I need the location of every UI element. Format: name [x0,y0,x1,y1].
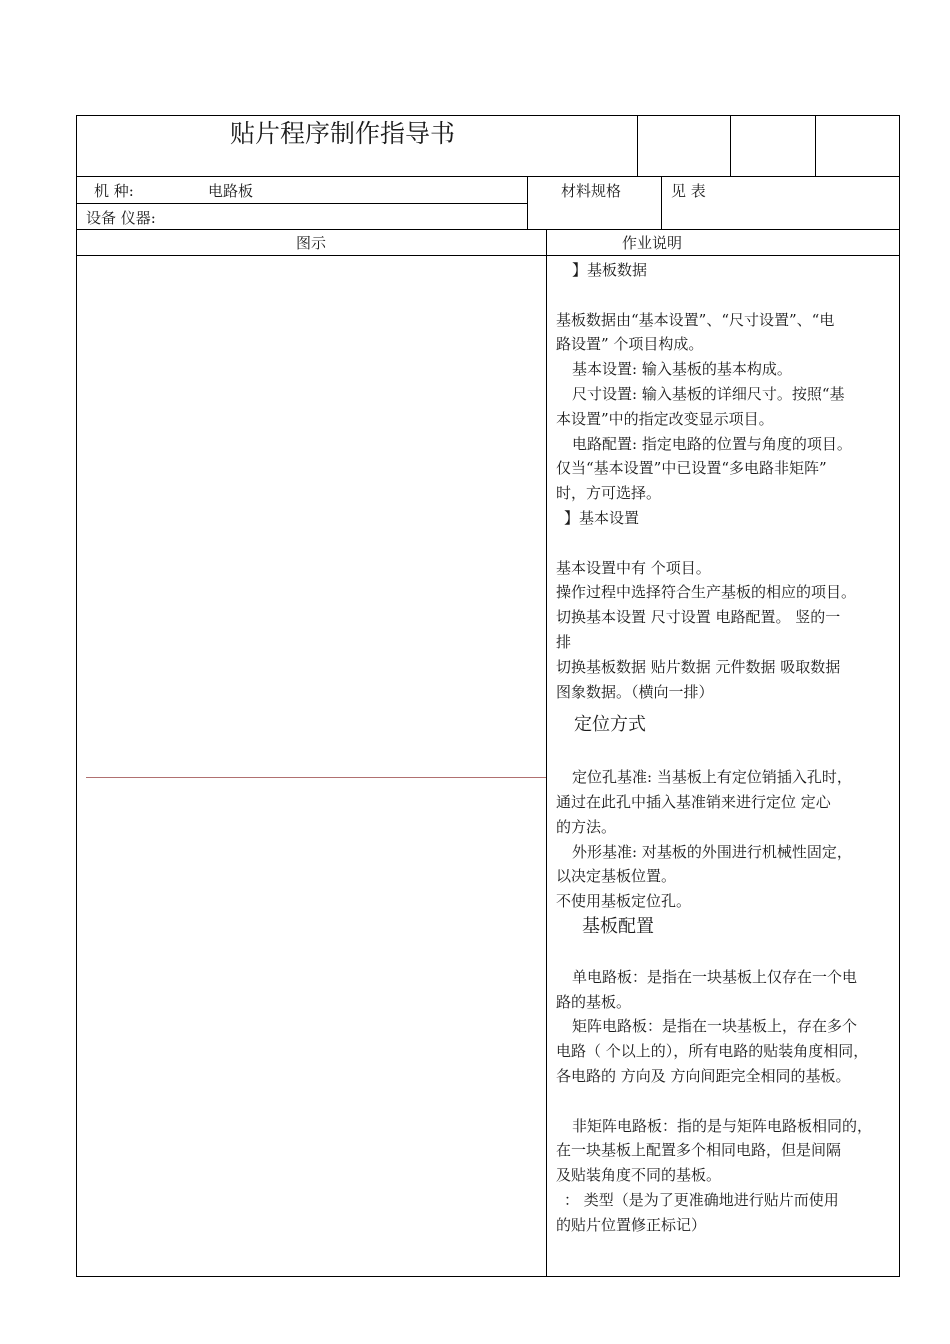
instruction-line: 外形基准: 对基板的外围进行机械性固定， [572,842,852,861]
instruction-spacer [556,940,896,965]
rule-title-v1 [637,115,638,176]
instruction-spacer [556,740,896,765]
instruction-line: 的方法。 [556,817,617,836]
instruction-heading: 基板配置 [582,915,654,937]
instruction-line: 路的基板。 [556,992,632,1011]
model-label: 机 种: [94,182,134,200]
instruction-spacer [556,1089,896,1114]
instruction-line: 非矩阵电路板：指的是与矩阵电路板相同的， [572,1116,873,1135]
instruction-line: 电路（ 个以上的），所有电路的贴装角度相同， [556,1042,869,1061]
instruction-line: 及贴装角度不同的基板。 [556,1166,722,1185]
equipment-label: 设备 仪器: [86,209,156,227]
instruction-line: 图象数据。（横向一排） [556,682,714,701]
instruction-line: 基板数据由“基本设置”、“尺寸设置”、“电 [556,310,835,329]
page-title: 贴片程序制作指导书 [230,119,456,148]
instruction-line: 矩阵电路板：是指在一块基板上，存在多个 [572,1017,858,1036]
instruction-line: 仅当“基本设置”中已设置“多电路非矩阵” [556,459,827,478]
material-value: 见 表 [671,182,706,200]
instruction-line: 定位孔基准: 当基板上有定位销插入孔时， [572,768,852,787]
instruction-line: 基本设置中有 个项目。 [556,558,711,577]
rule-model-bottom [76,203,528,204]
rule-header-bottom [76,229,900,230]
instructions-body [556,258,896,1237]
instruction-line: 本设置”中的指定改变显示项目。 [556,409,774,428]
instruction-line: 以决定基板位置。 [556,867,677,886]
instruction-line: 切换基本设置 尺寸设置 电路配置。 竖的一 [556,608,841,627]
instruction-line: 各电路的 方向及 方向间距完全相同的基板。 [556,1066,851,1085]
rule-title-v3 [815,115,816,176]
instructions-column-header: 作业说明 [622,234,683,252]
instruction-line: 在一块基板上配置多个相同电路，但是间隔 [556,1141,842,1160]
instruction-line: 路设置” 个项目构成。 [556,335,704,354]
material-label: 材料规格 [561,182,622,200]
rule-title-bottom [76,176,900,177]
instruction-line: 排 [556,632,572,651]
model-value: 电路板 [208,182,254,200]
instruction-line: 】基本设置 [564,508,640,527]
rule-columns-bottom [76,255,900,256]
instruction-line: 不使用基板定位孔。 [556,892,692,911]
instruction-line: 基本设置: 输入基板的基本构成。 [572,360,792,379]
instruction-line: 时，方可选择。 [556,484,662,503]
instruction-line: 尺寸设置: 输入基板的详细尺寸。按照“基 [572,384,845,403]
instruction-line: 切换基板数据 贴片数据 元件数据 吸取数据 [556,657,841,676]
instruction-line: 通过在此孔中插入基准销来进行定位 定心 [556,792,831,811]
figure-column-header: 图示 [296,234,327,252]
instruction-line: 电路配置: 指定电路的位置与角度的项目。 [572,434,852,453]
figure-divider-line [86,777,546,778]
rule-body-divider [546,229,547,1277]
rule-header-v1 [527,176,528,229]
instruction-line: 的贴片位置修正标记） [556,1215,707,1234]
instruction-line: 】基板数据 [572,261,648,279]
instruction-line: ： 类型（是为了更准确地进行贴片而使用 [564,1190,839,1209]
instruction-line: 单电路板：是指在一块基板上仅存在一个电 [572,967,858,986]
instruction-spacer [556,531,896,556]
instruction-spacer [556,283,896,308]
rule-title-v2 [730,115,731,176]
instruction-heading: 定位方式 [574,714,646,736]
rule-header-v2 [661,176,662,229]
instruction-line: 操作过程中选择符合生产基板的相应的项目。 [556,583,857,602]
